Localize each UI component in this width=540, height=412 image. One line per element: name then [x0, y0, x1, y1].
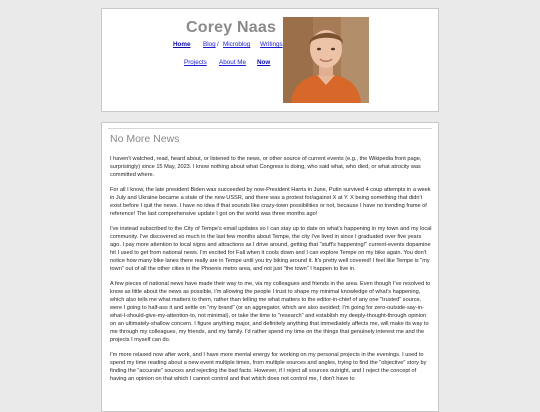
nav-projects[interactable]: Projects: [184, 59, 207, 66]
nav-blog[interactable]: Blog: [203, 41, 216, 48]
post-title: No More News: [110, 133, 180, 145]
post-paragraph: For all I know, the late president Biden was succeeded by now-President Harris in June, Putin survived 4 coup attempts in a week in July and Ukraine became a state of the new USSR, and there was a protest for/against X at Y. X being something that didn't exist before I quit the news. I have no idea if that sounds like crazy-town possibilities or not, because I have no trending frame of reference! The last comprehensive update I got on the world was three months ago!: [110, 186, 431, 218]
nav-microblog[interactable]: Microblog: [223, 41, 251, 48]
post-card: [101, 122, 439, 412]
post-paragraph: A few pieces of national news have made their way to me, via my colleagues and friends in the area. Even though I've resolved to know as little about the news as possible, I'm allowing the people I trust to shape my minimal knowledge of what's happening, which also tells me what matters to them, rather than telling me what matters to the editor-in-chief of any one "trusted" source, were I going to half-ass it and settle on "my brand" (or an aggregator, which are also avoided; I'm going for zero-outside-say-in-what-I-should-give-my-attention-to, not minimal), or take the time to "research" and establish my deeply-thought-through opinion on an ultimately-shallow concern. I figure anything major, and definitely anything that immediately affects me, will make its way to me through my colleagues, my friends, and my family. I'd rather spend my time on the things that genuinely interest me and the projects I myself can do.: [110, 280, 431, 344]
post-top-rule: [108, 128, 432, 129]
nav-writings[interactable]: Writings: [260, 41, 283, 48]
profile-photo: [283, 17, 369, 103]
post-body: [110, 133, 432, 390]
post-paragraph: I'm more relaxed now after work, and I have more mental energy for working on my personal projects in the evenings. I used to spend my time reading about a new event multiple times, from multiple sources and angles, trying to find the "objective" story by finding the "accurate" sources and rejecting the bad facts. However, if I reject all sources outright, and I reject the concept of having an opinion on that which I cannot control and that which does not control me, I don't have to: [110, 351, 427, 383]
nav-about[interactable]: About Me: [219, 59, 246, 66]
site-title[interactable]: Corey Naas: [186, 19, 277, 36]
nav-home[interactable]: Home: [173, 41, 191, 48]
profile-photo-icon: [283, 17, 369, 103]
nav-separator: /: [217, 41, 219, 48]
post-paragraph: I haven't watched, read, heard about, or listened to the news, or other source of current events (e.g., the Wikipedia front page, surprisingly) since 15 May, 2023. I know nothing about what Congress is doing, who said what, who died, or what atrocity was committed where.: [110, 156, 422, 179]
post-paragraph: I've instead subscribed to the City of Tempe's email updates so I can stay up to date on what's happening in my town and my local community. I've discovered so much in the last few months about Tempe, the city I've lived in since I graduated over five years ago. I pay more attention to local signs and attractions as I drive around, getting that "stuff's happening!" current-events dopamine hit I used to get from national news. I'm excited for Fall when it cools down and I can explore Tempe on my bike again. You don't notice how many bike lanes there really are in Tempe until you try biking around it. It's pretty well covered! I feel like Tempe is "my town" out of all the other cities in the Phoenix metro area, and not just "the town" I happen to live in.: [110, 225, 432, 273]
nav-now[interactable]: Now: [257, 59, 271, 66]
site-header: [101, 8, 439, 112]
